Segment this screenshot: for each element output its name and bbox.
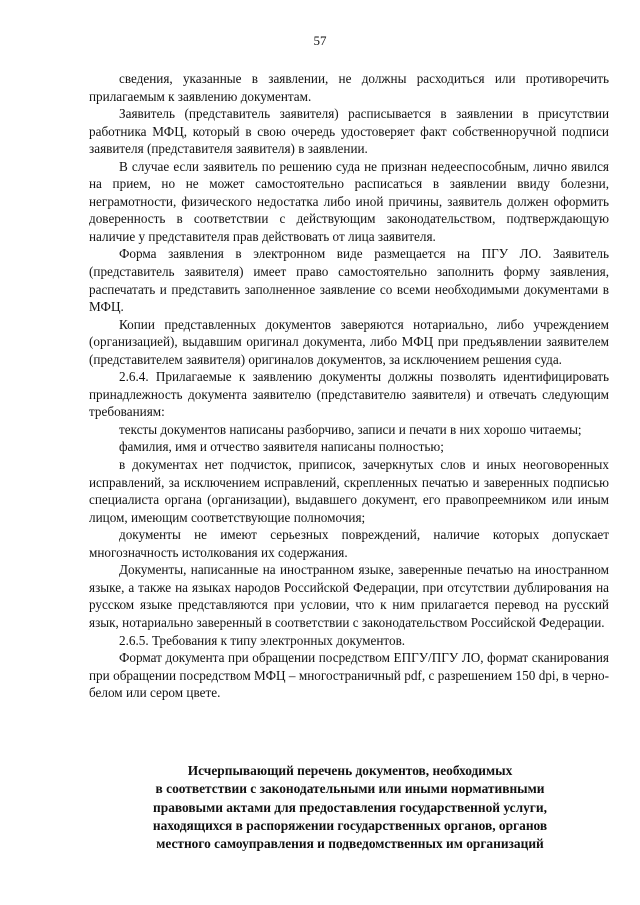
paragraph-full-name: фамилия, имя и отчество заявителя написаны полностью; — [119, 439, 444, 455]
paragraph-no-corrections: в документах нет подчисток, приписок, зачеркнутых слов и иных неоговоренных исправлений, за исключением исправлений, скрепленных печатью и заверенных подписью специалиста органа (организации), выдавшего документ, его правопреемником или иным лицом, имеющим соответствующие полномочия; — [89, 457, 609, 525]
paragraph-electronic-form: Форма заявления в электронном виде размещается на ПГУ ЛО. Заявитель (представитель заявителя) имеет право самостоятельно заполнить форму заявления, распечатать и представить заполненное заявление со всеми необходимыми документами в МФЦ. — [89, 246, 609, 315]
paragraph-legible-texts: тексты документов написаны разборчиво, записи и печати в них хорошо читаемы; — [119, 421, 582, 437]
paragraph-section-2-6-4: 2.6.4. Прилагаемые к заявлению документы должны позволять идентифицировать принадлежность документа заявителю (представителю заявителя) и отвечать следующим требованиям: — [89, 369, 609, 420]
document-body — [89, 70, 609, 702]
paragraph-file-format: Формат документа при обращении посредством ЕПГУ/ПГУ ЛО, формат сканирования при обращении посредством МФЦ – многостраничный pdf, с разрешением 150 dpi, в черно-белом или сером цвете. — [89, 650, 609, 701]
paragraph-statement-consistency: сведения, указанные в заявлении, не должны расходиться или противоречить прилагаемым к заявлению документам. — [89, 71, 609, 104]
heading-line: правовыми актами для предоставления государственной услуги, — [153, 799, 547, 815]
page-number: 57 — [313, 33, 327, 48]
paragraph-document-copies: Копии представленных документов заверяются нотариально, либо учреждением (организацией), выдавшим оригинал документа, либо МФЦ при предъявлении заявителем (представителем заявителя) оригиналов документов, за исключением решения суда. — [89, 316, 609, 367]
heading-line: в соответствии с законодательными или иными нормативными — [155, 781, 545, 797]
heading-line: Исчерпывающий перечень документов, необходимых — [187, 763, 513, 778]
paragraph-applicant-signature: Заявитель (представитель заявителя) расписывается в заявлении в присутствии работника МФЦ, который в свою очередь удостоверяет факт собственноручной подписи заявителя (представителя заявителя) в заявлении. — [89, 106, 609, 157]
paragraph-foreign-language: Документы, написанные на иностранном языке, заверенные печатью на иностранном языке, а также на языках народов Российской Федерации, при отсутствии дублирования на русском языке представляются при условии, что к ним прилагается перевод на русский язык, нотариально заверенный в соответствии с законодательством Российской Федерации. — [89, 562, 609, 630]
section-heading — [112, 762, 588, 853]
paragraph-no-damage: документы не имеют серьезных повреждений, наличие которых допускает многозначность истолкования их содержания. — [89, 527, 609, 560]
heading-line: местного самоуправления и подведомственных им организаций — [156, 836, 544, 852]
paragraph-power-of-attorney: В случае если заявитель по решению суда не признан недееспособным, лично явился на прием, но не может самостоятельно расписаться в заявлении ввиду болезни, неграмотности, физического недостатка либо иной причины, заявитель должен оформить доверенность в соответствии с действующим законодательством, подтверждающую наличие у представителя прав действовать от лица заявителя. — [89, 158, 609, 244]
heading-line: находящихся в распоряжении государственных органов, органов — [152, 817, 548, 833]
paragraph-section-2-6-5: 2.6.5. Требования к типу электронных документов. — [119, 632, 406, 648]
